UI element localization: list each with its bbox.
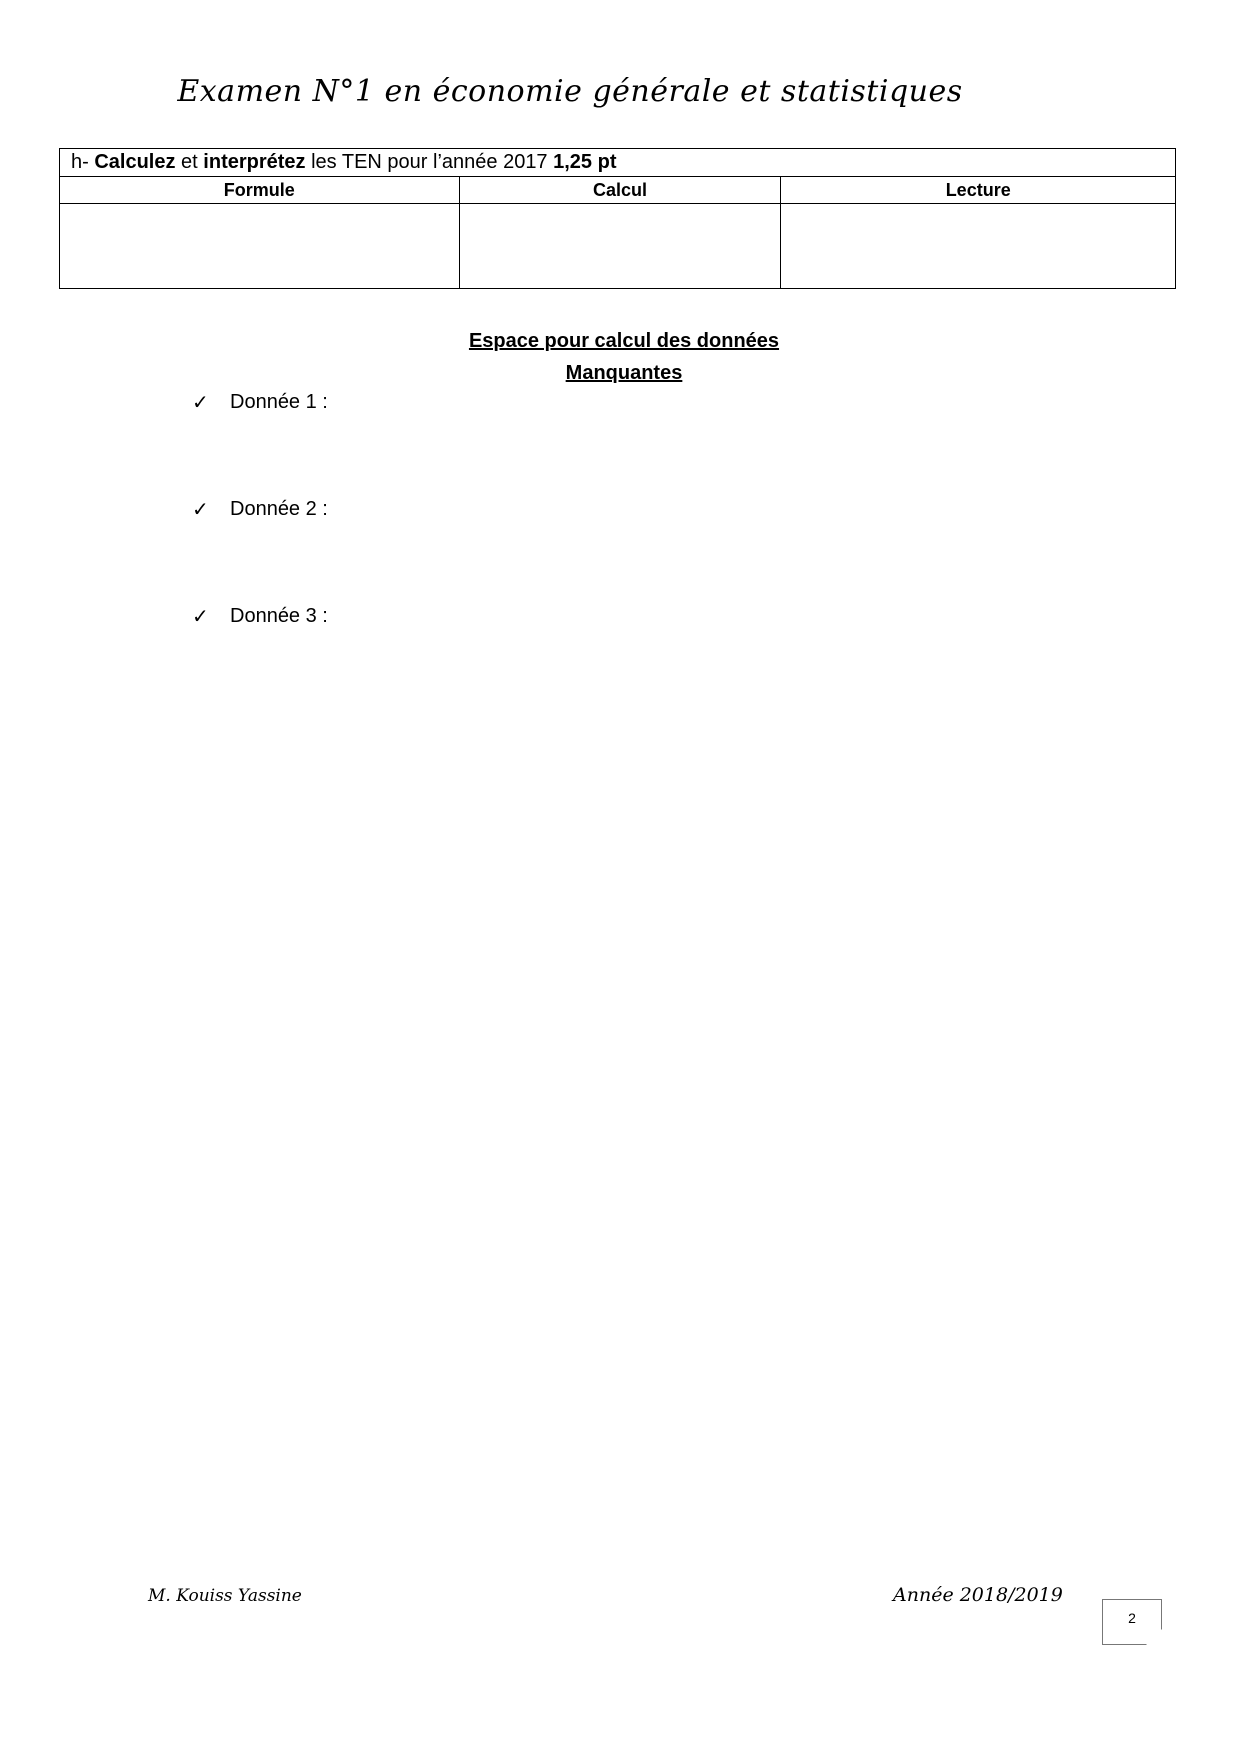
checkmark-icon: ✓	[192, 390, 209, 414]
question-row	[60, 149, 1176, 177]
list-item-label: Donnée 1 :	[230, 390, 328, 413]
question-verb-calculez: Calculez	[94, 151, 176, 173]
list-item-donnee-1	[192, 390, 328, 414]
footer-year: Année 2018/2019	[893, 1584, 1063, 1606]
answer-cell-formule[interactable]	[60, 204, 460, 289]
answer-row	[60, 204, 1176, 289]
footer-author: M. Kouiss Yassine	[148, 1586, 302, 1606]
question-cell	[60, 149, 1176, 177]
page-number-box	[1102, 1599, 1162, 1645]
column-header-lecture: Lecture	[781, 177, 1176, 204]
question-verb-interpretez: interprétez	[203, 151, 306, 173]
column-header-formule: Formule	[60, 177, 460, 204]
list-item-donnee-2	[192, 497, 328, 521]
checkmark-icon: ✓	[192, 604, 209, 628]
question-text: les TEN pour l’année 2017	[305, 151, 554, 173]
question-table	[59, 148, 1176, 289]
question-joiner: et	[175, 151, 204, 173]
list-item-label: Donnée 2 :	[230, 497, 328, 520]
page-number: 2	[1128, 1610, 1136, 1626]
page-curl-icon	[1146, 1629, 1162, 1645]
page-title: Examen N°1 en économie générale et statistiques	[177, 74, 963, 109]
list-item-label: Donnée 3 :	[230, 604, 328, 627]
question-points: 1,25 pt	[553, 151, 617, 173]
list-item-donnee-3	[192, 604, 328, 628]
space-title-line2: Manquantes	[565, 362, 683, 384]
answer-cell-lecture[interactable]	[781, 204, 1176, 289]
space-title	[0, 325, 1240, 389]
header-row	[60, 177, 1176, 204]
space-title-line1: Espace pour calcul des données	[468, 330, 780, 352]
column-header-calcul: Calcul	[459, 177, 781, 204]
question-prefix: h-	[71, 151, 95, 173]
answer-cell-calcul[interactable]	[459, 204, 781, 289]
checkmark-icon: ✓	[192, 497, 209, 521]
